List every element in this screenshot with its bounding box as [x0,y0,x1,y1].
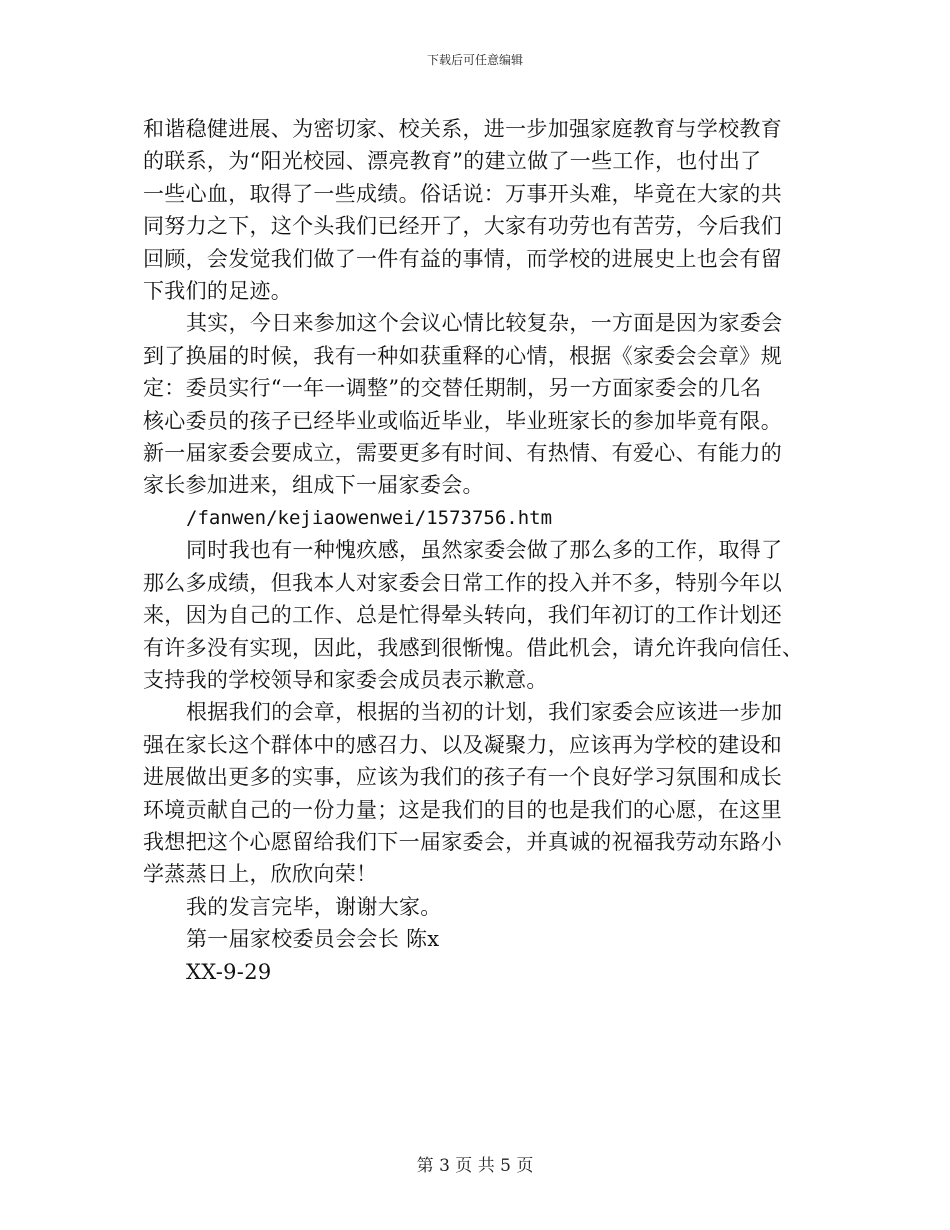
header-text: 下载后可任意编辑 [426,53,523,67]
text-line: 强在家长这个群体中的感召力、以及凝聚力，应该再为学校的建设和 [143,732,782,757]
signature-line: 第一届家校委员会会长 陈x [186,927,440,952]
date-line: XX-9-29 [186,959,272,984]
paragraph [143,307,803,501]
closing-line: 我的发言完毕，谢谢大家。 [186,894,442,919]
date-paragraph [143,956,803,988]
paragraph [143,113,803,307]
text-line: 回顾，会发觉我们做了一件有益的事情，而学校的进展史上也会有留 [143,246,782,271]
text-line: 学蒸蒸日上，欣欣向荣！ [143,862,378,887]
text-line: 进展做出更多的实事，应该为我们的孩子有一个良好学习氛围和成长 [143,765,782,790]
page-header [0,52,950,68]
text-line: 定：委员实行“一年一调整”的交替任期制，另一方面家委会的几名 [143,376,762,401]
text-line: 环境贡献自己的一份力量；这是我们的目的也是我们的心愿，在这里 [143,797,782,822]
text-line: 我想把这个心愿留给我们下一届家委会，并真诚的祝福我劳动东路小 [143,829,782,854]
text-line: 其实，今日来参加这个会议心情比较复杂，一方面是因为家委会 [186,311,783,336]
text-line: 同时我也有一种愧疚感，虽然家委会做了那么多的工作，取得了 [186,538,783,563]
total-pages-number: 5 [500,1156,511,1176]
text-line: 新一届家委会要成立，需要更多有时间、有热情、有爱心、有能力的 [143,441,782,466]
text-line: 的联系，为“阳光校园、漂亮教育”的建立做了一些工作，也付出了 [143,149,762,174]
text-line: 根据我们的会章，根据的当初的计划，我们家委会应该进一步加 [186,700,783,725]
url-paragraph [143,502,803,534]
page-footer [0,1155,950,1177]
text-line: 下我们的足迹。 [143,279,293,304]
text-line: 家长参加进来，组成下一届家委会。 [143,473,484,498]
text-line: 核心委员的孩子已经毕业或临近毕业，毕业班家长的参加毕竟有限。 [143,408,782,433]
document-body [143,113,803,988]
url-line: /fanwen/kejiaowenwei/1573756.htm [186,506,553,529]
signature-paragraph [143,923,803,955]
text-line: 支持我的学校领导和家委会成员表示歉意。 [143,667,548,692]
closing-paragraph [143,891,803,923]
current-page-number: 3 [439,1156,450,1176]
text-line: 那么多成绩，但我本人对家委会日常工作的投入并不多，特别今年以 [143,570,782,595]
paragraph [143,696,803,890]
text-line: 一些心血，取得了一些成绩。俗话说：万事开头难，毕竟在大家的共 [143,181,782,206]
footer-suffix: 页 [516,1156,534,1176]
footer-prefix: 第 [416,1156,434,1176]
text-line: 同努力之下，这个头我们已经开了，大家有功劳也有苦劳，今后我们 [143,214,782,239]
footer-middle: 页 共 [455,1156,495,1176]
text-line: 到了换届的时候，我有一种如获重释的心情，根据《家委会会章》规 [143,343,782,368]
text-line: 有许多没有实现，因此，我感到很惭愧。借此机会，请允许我向信任、 [143,635,804,660]
paragraph [143,534,803,696]
text-line: 和谐稳健进展、为密切家、校关系，进一步加强家庭教育与学校教育 [143,117,782,141]
text-line: 来，因为自己的工作、总是忙得晕头转向，我们年初订的工作计划还 [143,603,782,628]
